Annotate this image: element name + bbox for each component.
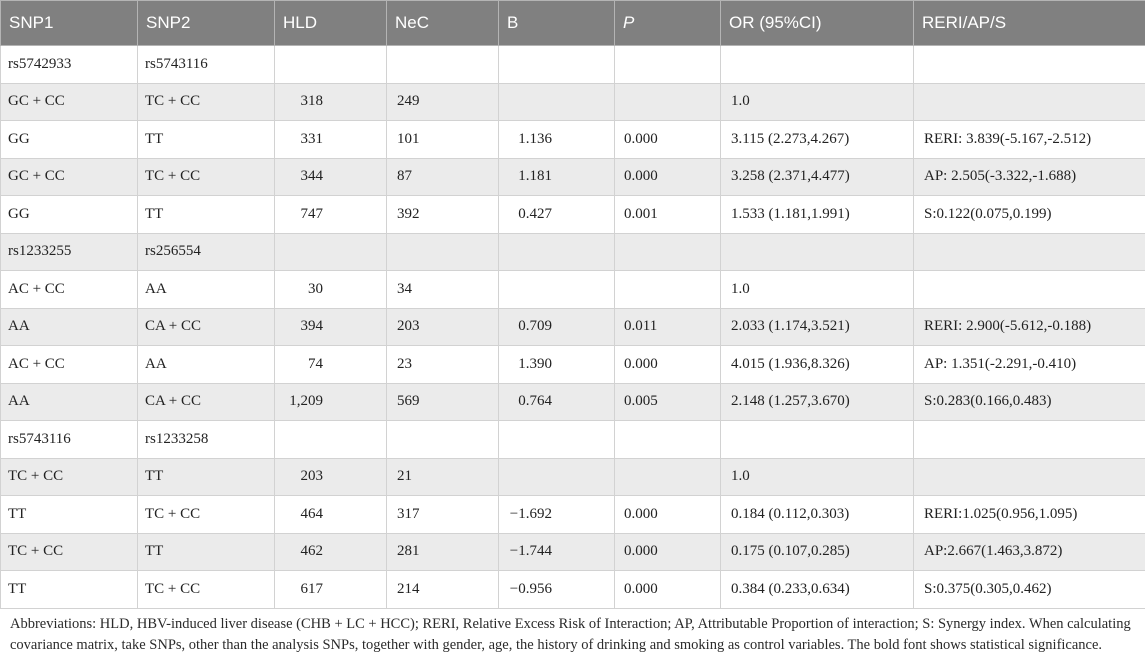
cell-p: 0.000 (615, 533, 721, 571)
cell-reri-ap-s (914, 83, 1145, 121)
cell-reri-ap-s (914, 421, 1145, 459)
table-row (1, 158, 1145, 196)
table-header (1, 1, 1145, 46)
cell-hld: 747 (275, 196, 387, 234)
cell-or-ci: 3.115 (2.273,4.267) (721, 121, 914, 159)
cell-or-ci: 0.184 (0.112,0.303) (721, 496, 914, 534)
cell-reri-ap-s (914, 458, 1145, 496)
cell-snp1: AC + CC (1, 271, 138, 309)
cell-p (615, 421, 721, 459)
cell-snp1: GC + CC (1, 158, 138, 196)
cell-hld: 30 (275, 271, 387, 309)
cell-b (499, 271, 615, 309)
header-snp2: SNP2 (138, 1, 275, 46)
cell-nec: 317 (387, 496, 499, 534)
cell-snp1: AA (1, 308, 138, 346)
cell-nec: 101 (387, 121, 499, 159)
cell-snp2: TC + CC (138, 571, 275, 609)
cell-p: 0.000 (615, 571, 721, 609)
cell-b: 0.427 (499, 196, 615, 234)
cell-or-ci: 2.148 (1.257,3.670) (721, 383, 914, 421)
cell-snp1: rs5743116 (1, 421, 138, 459)
table-body (1, 46, 1145, 609)
table-row (1, 346, 1145, 384)
cell-b (499, 458, 615, 496)
cell-p: 0.000 (615, 496, 721, 534)
table-row (1, 83, 1145, 121)
cell-or-ci: 1.533 (1.181,1.991) (721, 196, 914, 234)
header-b: B (499, 1, 615, 46)
cell-reri-ap-s: S:0.122(0.075,0.199) (914, 196, 1145, 234)
cell-b: −1.692 (499, 496, 615, 534)
cell-snp2: TT (138, 121, 275, 159)
cell-p: 0.000 (615, 158, 721, 196)
header-p: P (615, 1, 721, 46)
cell-reri-ap-s: AP:2.667(1.463,3.872) (914, 533, 1145, 571)
header-row (1, 1, 1145, 46)
cell-snp2: TT (138, 196, 275, 234)
table-row (1, 383, 1145, 421)
cell-hld: 464 (275, 496, 387, 534)
cell-b (499, 233, 615, 271)
table-row (1, 421, 1145, 459)
cell-hld: 1,209 (275, 383, 387, 421)
header-nec: NeC (387, 1, 499, 46)
cell-snp1: GG (1, 196, 138, 234)
cell-reri-ap-s: RERI: 3.839(-5.167,-2.512) (914, 121, 1145, 159)
cell-hld: 617 (275, 571, 387, 609)
cell-snp1: AC + CC (1, 346, 138, 384)
cell-hld: 344 (275, 158, 387, 196)
table-row (1, 196, 1145, 234)
cell-b: 1.181 (499, 158, 615, 196)
cell-b (499, 83, 615, 121)
cell-b: 1.390 (499, 346, 615, 384)
cell-hld: 394 (275, 308, 387, 346)
cell-snp2: TC + CC (138, 158, 275, 196)
cell-hld (275, 233, 387, 271)
cell-snp2: TT (138, 458, 275, 496)
cell-b: 1.136 (499, 121, 615, 159)
cell-snp2: AA (138, 346, 275, 384)
cell-reri-ap-s: RERI:1.025(0.956,1.095) (914, 496, 1145, 534)
cell-b: −0.956 (499, 571, 615, 609)
cell-reri-ap-s (914, 233, 1145, 271)
cell-hld: 318 (275, 83, 387, 121)
cell-snp1: TC + CC (1, 533, 138, 571)
cell-p (615, 233, 721, 271)
table-row (1, 571, 1145, 609)
cell-b: −1.744 (499, 533, 615, 571)
cell-reri-ap-s: AP: 1.351(-2.291,-0.410) (914, 346, 1145, 384)
cell-p (615, 271, 721, 309)
cell-snp2: CA + CC (138, 308, 275, 346)
cell-or-ci (721, 421, 914, 459)
table-row (1, 233, 1145, 271)
cell-or-ci: 2.033 (1.174,3.521) (721, 308, 914, 346)
cell-b (499, 421, 615, 459)
cell-nec: 23 (387, 346, 499, 384)
cell-nec: 87 (387, 158, 499, 196)
cell-p: 0.011 (615, 308, 721, 346)
cell-b: 0.764 (499, 383, 615, 421)
table-row (1, 271, 1145, 309)
cell-snp2: AA (138, 271, 275, 309)
cell-p (615, 83, 721, 121)
cell-reri-ap-s: AP: 2.505(-3.322,-1.688) (914, 158, 1145, 196)
cell-snp2: rs256554 (138, 233, 275, 271)
cell-snp2: TC + CC (138, 496, 275, 534)
cell-hld: 462 (275, 533, 387, 571)
cell-nec: 392 (387, 196, 499, 234)
cell-nec: 569 (387, 383, 499, 421)
cell-or-ci: 1.0 (721, 458, 914, 496)
table-row (1, 533, 1145, 571)
cell-nec: 203 (387, 308, 499, 346)
table-row (1, 308, 1145, 346)
cell-reri-ap-s: RERI: 2.900(-5.612,-0.188) (914, 308, 1145, 346)
table-row (1, 121, 1145, 159)
cell-nec: 34 (387, 271, 499, 309)
cell-or-ci: 0.175 (0.107,0.285) (721, 533, 914, 571)
cell-snp2: CA + CC (138, 383, 275, 421)
cell-snp1: TT (1, 496, 138, 534)
cell-p: 0.000 (615, 346, 721, 384)
cell-nec: 249 (387, 83, 499, 121)
table-row (1, 496, 1145, 534)
cell-nec: 21 (387, 458, 499, 496)
cell-or-ci: 0.384 (0.233,0.634) (721, 571, 914, 609)
table-row (1, 458, 1145, 496)
cell-or-ci (721, 46, 914, 84)
cell-p (615, 458, 721, 496)
cell-snp2: TT (138, 533, 275, 571)
cell-reri-ap-s (914, 271, 1145, 309)
cell-hld (275, 421, 387, 459)
cell-or-ci: 1.0 (721, 83, 914, 121)
header-reri-ap-s: RERI/AP/S (914, 1, 1145, 46)
cell-b (499, 46, 615, 84)
cell-p: 0.005 (615, 383, 721, 421)
cell-reri-ap-s (914, 46, 1145, 84)
cell-nec (387, 233, 499, 271)
cell-snp1: TC + CC (1, 458, 138, 496)
cell-snp1: GC + CC (1, 83, 138, 121)
cell-or-ci: 3.258 (2.371,4.477) (721, 158, 914, 196)
cell-snp1: rs5742933 (1, 46, 138, 84)
cell-or-ci: 4.015 (1.936,8.326) (721, 346, 914, 384)
cell-hld (275, 46, 387, 84)
header-hld: HLD (275, 1, 387, 46)
cell-snp2: rs1233258 (138, 421, 275, 459)
table-row (1, 46, 1145, 84)
cell-snp1: rs1233255 (1, 233, 138, 271)
cell-hld: 331 (275, 121, 387, 159)
cell-nec: 281 (387, 533, 499, 571)
cell-hld: 74 (275, 346, 387, 384)
cell-snp2: rs5743116 (138, 46, 275, 84)
cell-nec (387, 421, 499, 459)
cell-p (615, 46, 721, 84)
cell-reri-ap-s: S:0.375(0.305,0.462) (914, 571, 1145, 609)
cell-p: 0.000 (615, 121, 721, 159)
cell-b: 0.709 (499, 308, 615, 346)
cell-snp1: GG (1, 121, 138, 159)
cell-snp2: TC + CC (138, 83, 275, 121)
cell-snp1: TT (1, 571, 138, 609)
cell-nec: 214 (387, 571, 499, 609)
cell-nec (387, 46, 499, 84)
cell-snp1: AA (1, 383, 138, 421)
cell-or-ci: 1.0 (721, 271, 914, 309)
cell-p: 0.001 (615, 196, 721, 234)
cell-or-ci (721, 233, 914, 271)
table-footnote: Abbreviations: HLD, HBV-induced liver disease (CHB + LC + HCC); RERI, Relative Excess Risk of Interaction; AP, Attributable Proportion of interaction; S: Synergy index. When calculating covariance matrix, take SNPs, other than the analysis SNPs, together with gender, age, the history of drinking and smoking as control variables. The bold font shows statistical significance. (0, 609, 1145, 656)
cell-reri-ap-s: S:0.283(0.166,0.483) (914, 383, 1145, 421)
cell-hld: 203 (275, 458, 387, 496)
header-or-ci: OR (95%CI) (721, 1, 914, 46)
header-snp1: SNP1 (1, 1, 138, 46)
